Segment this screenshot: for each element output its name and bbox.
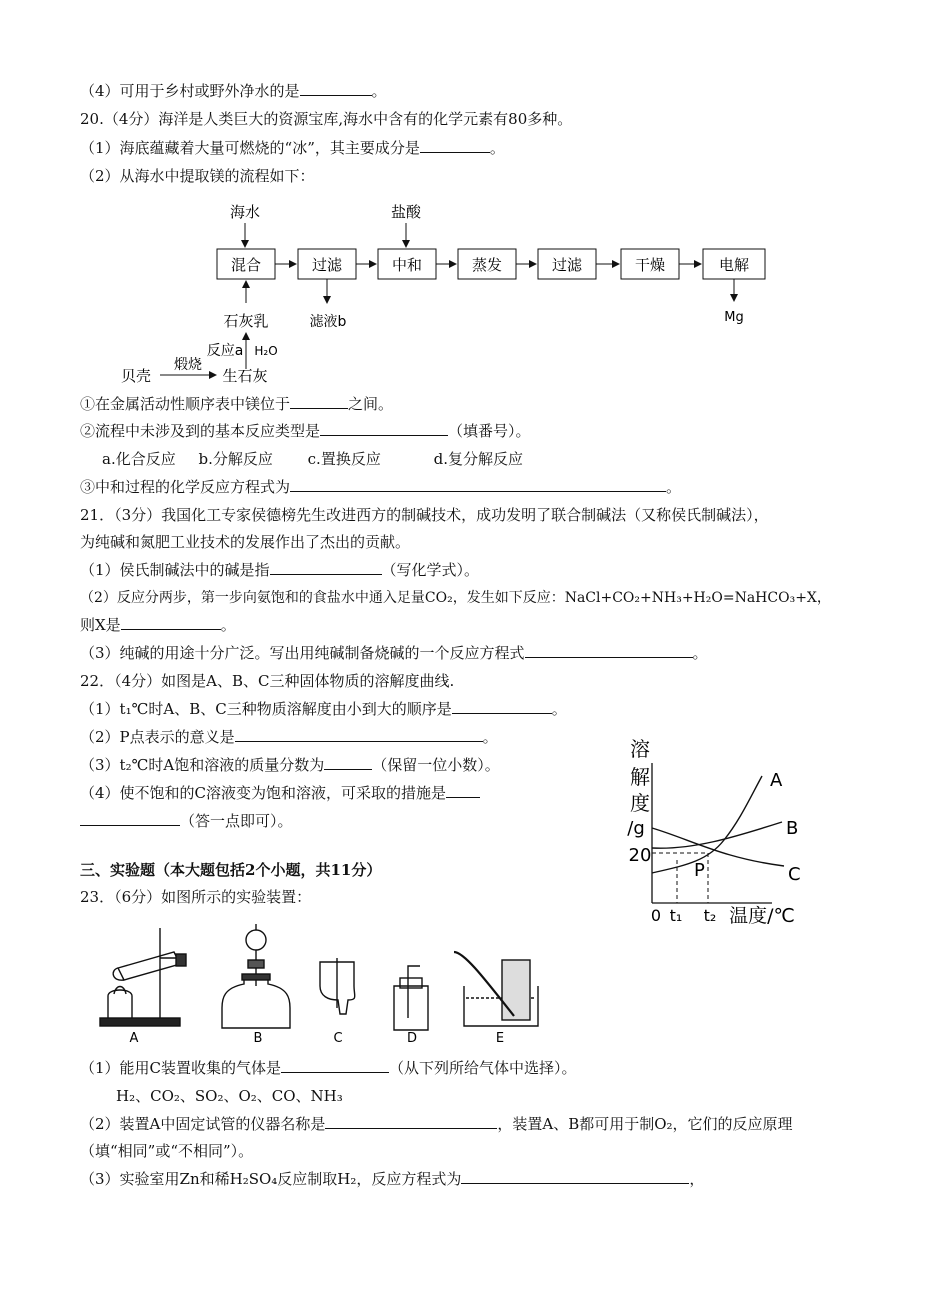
y-label-char-1: 溶 (630, 737, 650, 761)
lime-milk-label: 石灰乳 (223, 312, 269, 330)
q20-2-line: （2）从海水中提取镁的流程如下： (80, 167, 315, 185)
apparatus-b (222, 924, 290, 1028)
y-label-char-4: /g (627, 818, 645, 839)
apparatus-c (320, 958, 355, 1014)
answer-blank[interactable] (80, 811, 180, 826)
solubility-chart (612, 728, 812, 928)
answer-blank[interactable] (324, 755, 372, 770)
x-tick-t2: t₂ (703, 906, 717, 925)
flow-step-dry (621, 249, 679, 279)
lab-apparatus-figure (94, 918, 554, 1048)
q21-2-line-2: 则X是 。 (80, 616, 236, 634)
reaction-a-label: 反应a (206, 343, 244, 359)
q21-heading-2: 为纯碱和氮肥工业技术的发展作出了杰出的贡献。 (80, 533, 411, 551)
label-e: E (495, 1031, 505, 1046)
apparatus-e (454, 952, 538, 1026)
q22-heading: 22．（4分）如图是A、B、C三种固体物质的溶解度曲线. (80, 672, 455, 690)
y-tick-label: 20 (628, 845, 652, 866)
q23-gases: H₂、CO₂、SO₂、O₂、CO、NH₃ (116, 1087, 343, 1105)
q21-heading-1: 21．（3分）我国化工专家侯德榜先生改进西方的制碱技术，成功发明了联合制碱法（又称侯氏制碱法）， (80, 506, 769, 524)
flow-step-mix (217, 249, 275, 279)
answer-blank[interactable] (290, 477, 666, 492)
answer-blank[interactable] (446, 783, 480, 798)
label-b: B (253, 1031, 263, 1046)
svg-text:干燥: 干燥 (634, 256, 666, 274)
calcine-label: 煅烧 (174, 357, 202, 373)
flow-step-neutralize (378, 249, 436, 279)
apparatus-a (100, 928, 186, 1026)
x-tick-0: 0 (650, 906, 662, 925)
x-axis-label: 温度/℃ (729, 905, 795, 927)
seawater-label: 海水 (229, 203, 261, 221)
series-label-c: C (788, 864, 801, 885)
q20-s1-line: ①在金属活动性顺序表中镁位于 之间。 (80, 395, 394, 413)
answer-blank[interactable] (300, 81, 372, 96)
q22-1-line: （1）t₁℃时A、B、C三种物质溶解度由小到大的顺序是 。 (80, 700, 567, 718)
svg-text:混合: 混合 (230, 256, 262, 274)
section-3-title: 三、实验题（本大题包括2个小题，共11分） (80, 861, 382, 879)
answer-blank[interactable] (525, 643, 693, 658)
q22-4-line: （4）使不饱和的C溶液变为饱和溶液，可采取的措施是 (80, 783, 480, 803)
q22-3-line: （3）t₂℃时A饱和溶液的质量分数为 （保留一位小数）。 (80, 756, 500, 774)
filtrate-b-label: 滤液b (309, 314, 347, 330)
q20-1-line: （1）海底蕴藏着大量可燃烧的“冰”，其主要成分是 。 (80, 139, 505, 157)
answer-blank[interactable] (290, 394, 348, 409)
flow-step-electrolysis (703, 249, 765, 279)
answer-blank[interactable] (270, 560, 382, 575)
answer-blank[interactable] (420, 138, 490, 153)
point-p-label: P (694, 860, 705, 881)
hcl-label: 盐酸 (390, 203, 422, 221)
answer-blank[interactable] (325, 1114, 497, 1129)
label-a: A (129, 1031, 139, 1046)
answer-blank[interactable] (452, 699, 552, 714)
q23-2-line: （2）装置A中固定试管的仪器名称是 ，装置A、B都可用于制O₂，它们的反应原理 (80, 1115, 793, 1133)
q20-heading: 20.（4分）海洋是人类巨大的资源宝库,海水中含有的化学元素有80多种。 (80, 110, 573, 128)
mg-extraction-flowchart (100, 195, 800, 390)
q23-2-line-2: （填“相同”或“不相同”）。 (80, 1142, 254, 1160)
series-label-b: B (786, 818, 799, 839)
quicklime-label: 生石灰 (222, 367, 268, 385)
q21-2-line: （2）反应分两步，第一步向氨饱和的食盐水中通入足量CO₂，发生如下反应：NaCl+CO₂+NH₃+H₂O=NaHCO₃+X， (80, 590, 831, 606)
x-tick-t1: t₁ (669, 906, 683, 925)
q20-s3-line: ③中和过程的化学反应方程式为 。 (80, 478, 682, 496)
y-axis-label (627, 737, 650, 839)
shell-label: 贝壳 (120, 367, 152, 385)
svg-text:过滤: 过滤 (311, 256, 343, 274)
svg-text:过滤: 过滤 (551, 256, 583, 274)
q20-options: a.化合反应 b.分解反应 c.置换反应 d.复分解反应 (102, 450, 523, 468)
flow-step-filter-1 (298, 249, 356, 279)
svg-text:电解: 电解 (718, 256, 750, 274)
series-label-a: A (770, 770, 783, 791)
q23-3-line: （3）实验室用Zn和稀H₂SO₄反应制取H₂，反应方程式为 ， (80, 1170, 705, 1188)
svg-text:中和: 中和 (391, 256, 423, 274)
q19-4-line: （4）可用于乡村或野外净水的是 。 (80, 82, 387, 100)
q20-s2-line: ②流程中未涉及到的基本反应类型是 （填番号）。 (80, 422, 531, 440)
y-label-char-3: 度 (630, 791, 650, 815)
flow-step-filter-2 (538, 249, 596, 279)
mg-label: Mg (724, 310, 744, 325)
q23-1-line: （1）能用C装置收集的气体是 （从下列所给气体中选择）。 (80, 1059, 577, 1077)
answer-blank[interactable] (281, 1058, 389, 1073)
q22-4-line-2: （答一点即可）。 (80, 811, 293, 831)
svg-text:蒸发: 蒸发 (471, 256, 503, 274)
flow-step-evaporate (458, 249, 516, 279)
label-d: D (406, 1031, 418, 1046)
y-label-char-2: 解 (630, 765, 650, 789)
answer-blank[interactable] (121, 615, 221, 630)
answer-blank[interactable] (320, 421, 448, 436)
apparatus-d (394, 966, 428, 1030)
label-c: C (333, 1031, 343, 1046)
q21-1-line: （1）侯氏制碱法中的碱是指 （写化学式）。 (80, 561, 480, 579)
answer-blank[interactable] (235, 727, 483, 742)
q22-2-line: （2）P点表示的意义是 。 (80, 728, 498, 746)
water-label: H₂O (254, 344, 278, 358)
answer-blank[interactable] (461, 1169, 689, 1184)
q23-heading: 23．（6分）如图所示的实验装置： (80, 888, 312, 906)
q21-3-line: （3）纯碱的用途十分广泛。写出用纯碱制备烧碱的一个反应方程式 。 (80, 644, 708, 662)
